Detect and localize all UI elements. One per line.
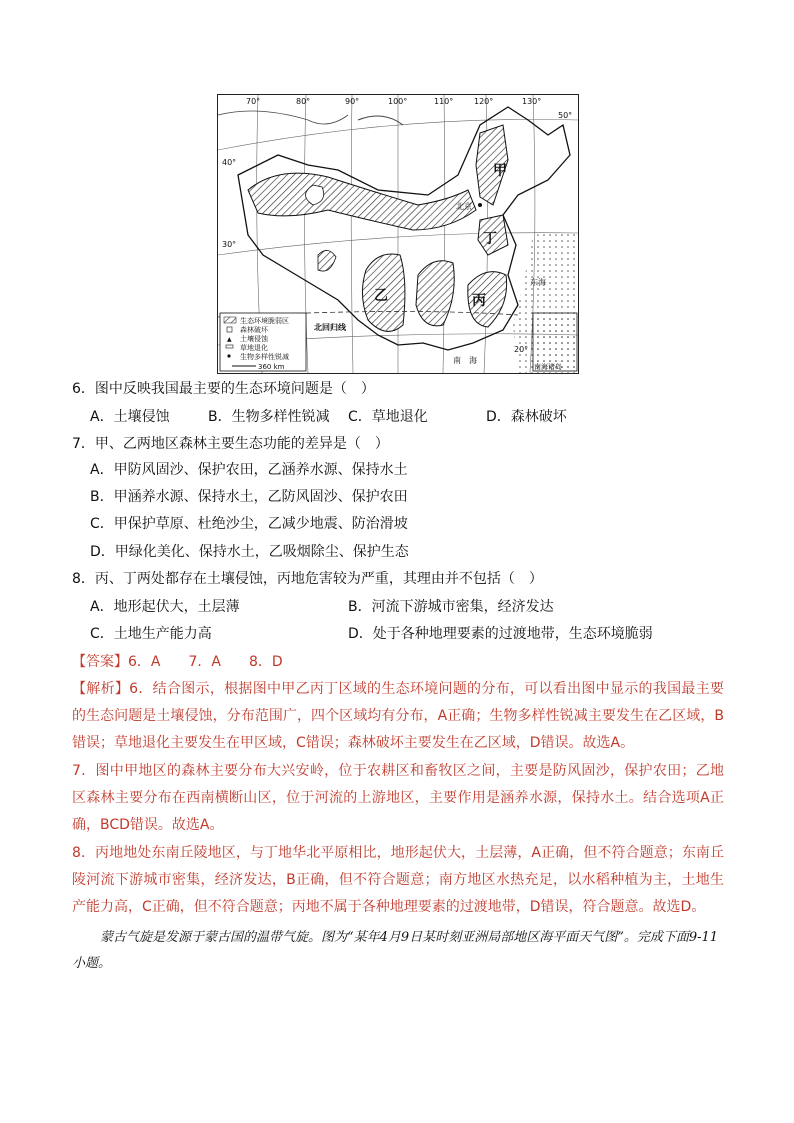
northern-border: [218, 111, 348, 124]
q8-option-d: D．处于各种地理要素的过渡地带，生态环境脆弱: [348, 626, 653, 642]
biodiversity-symbol-icon: [227, 354, 230, 357]
q7-option-a: A．甲防风固沙、保护农田，乙涵养水源、保持水土: [90, 462, 408, 478]
lon-label: 90°: [345, 97, 360, 106]
erosion-symbol-icon: ▲: [227, 336, 232, 343]
answer-line: [72, 651, 283, 673]
lat-label: 30°: [222, 240, 237, 249]
map-svg: [218, 95, 578, 373]
legend-item: 土壤侵蚀: [240, 335, 268, 343]
legend-hatch-swatch: [224, 317, 236, 323]
region-label-yi: 乙: [374, 288, 388, 304]
q6-option-d: D．森林破坏: [486, 409, 567, 425]
q6-option-b: B．生物多样性锐减: [208, 409, 330, 425]
answer-text: 6．A 7．A 8．D: [128, 654, 283, 670]
lon-label: 130°: [522, 97, 542, 106]
region-label-jia: 甲: [493, 163, 507, 179]
grassland-symbol-icon: [226, 345, 233, 348]
q8-option-b: B．河流下游城市密集，经济发达: [348, 599, 554, 615]
lon-label: 110°: [434, 97, 454, 106]
analysis-q6-text: 6．结合图示，根据图中甲乙丙丁区域的生态环境问题的分布，可以看出图中显示的我国最主要的生态问题是土壤侵蚀，分布范围广，四个区域均有分布，A正确；生物多样性锐减主要发生在乙区域，B错误；草地退化主要发生在甲区域，C错误；森林破坏主要发生在乙区域，D错误。故选A。: [72, 681, 725, 751]
analysis-q7: 7．图中甲地区的森林主要分布大兴安岭，位于农耕区和畜牧区之间，主要是防风固沙，保护农田；乙地区森林主要分布在西南横断山区，位于河流的上游地区，主要作用是涵养水源，保持水土。结合选项A正确，BCD错误。故选A。: [72, 763, 724, 833]
q7-option-c: C．甲保护草原、杜绝沙尘，乙减少地震、防治滑坡: [90, 516, 408, 532]
lon-label: 100°: [388, 97, 408, 106]
tropic-label: 北回归线: [314, 323, 346, 332]
zone-bing-west: [416, 261, 454, 326]
q6-stem: 6．图中反映我国最主要的生态环境问题是（ ）: [72, 381, 375, 397]
region-label-ding: 丁: [483, 231, 497, 247]
scale-label: 360 km: [258, 363, 285, 371]
lon-label: 70°: [246, 97, 261, 106]
lat-label: 20°: [514, 345, 529, 354]
analysis-tag: 【解析】: [72, 681, 130, 697]
region-label-bing: 丙: [472, 293, 486, 309]
east-sea-label: 东海: [530, 278, 546, 287]
legend-item: 生物多样性锐减: [240, 353, 289, 361]
legend-item: 草地退化: [240, 344, 268, 352]
lon-label: 120°: [474, 97, 494, 106]
map-legend: [220, 313, 306, 371]
q7-stem: 7．甲、乙两地区森林主要生态功能的差异是（ ）: [72, 436, 389, 452]
inset-label: 南海诸岛: [534, 363, 562, 371]
q7-option-d: D．甲绿化美化、保持水土，乙吸烟除尘、保护生态: [90, 544, 409, 560]
q6-option-a: A．土壤侵蚀: [90, 409, 170, 425]
analysis-q6: [72, 676, 724, 757]
legend-item: 森林破坏: [240, 326, 268, 334]
q7-option-b: B．甲涵养水源、保持水土，乙防风固沙、保护农田: [90, 489, 408, 505]
south-sea-label: 南 海: [453, 356, 477, 365]
q6-option-c: C．草地退化: [348, 409, 428, 425]
q8-option-a: A．地形起伏大，土层薄: [90, 599, 240, 615]
zone-small: [318, 250, 336, 271]
beijing-label: 北京: [456, 202, 472, 211]
lat-label: 40°: [222, 158, 237, 167]
lon-label: 80°: [296, 97, 311, 106]
lat-label: 50°: [558, 111, 573, 120]
ecology-map: [217, 94, 579, 374]
q8-stem: 8．丙、丁两处都存在土壤侵蚀，丙地危害较为严重，其理由并不包括（ ）: [72, 571, 543, 587]
analysis-q8: 8．丙地地处东南丘陵地区，与丁地华北平原相比，地形起伏大，土层薄，A正确，但不符合题意；东南丘陵河流下游城市密集，经济发达，B正确，但不符合题意；南方地区水热充足，以水稻种植为主，土地生产能力高，C正确，但不符合题意；丙地不属于各种地理要素的过渡地带，D错误，符合题意。故选D。: [72, 845, 724, 915]
answer-tag: 【答案】: [72, 654, 128, 670]
q8-option-c: C．土地生产能力高: [90, 626, 212, 642]
lake-baikal: [358, 116, 403, 125]
next-section-intro: 蒙古气旋是发源于蒙古国的温带气旋。图为“某年4月9日某时刻亚洲局部地区海平面天气图”。完成下面9-11小题。: [72, 930, 719, 971]
legend-item: 生态环境脆弱区: [240, 317, 289, 325]
